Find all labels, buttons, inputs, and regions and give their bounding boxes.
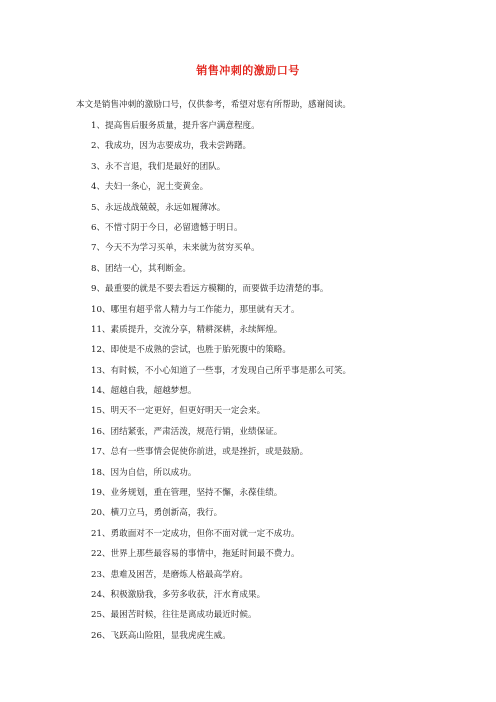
list-item: 23、患难及困苦，是磨炼人格最高学府。 [91,569,249,580]
list-item: 3、永不言退，我们是最好的团队。 [91,161,226,172]
list-item: 13、有时候，不小心知道了一些事，才发现自己所乎事是那么可笑。 [91,365,352,376]
list-item: 16、团结紧张，严肃活泼，规范行销，业绩保证。 [91,426,283,437]
document-intro: 本文是销售冲刺的激励口号，仅供参考，希望对您有所帮助，感谢阅读。 [76,100,352,110]
list-item: 19、业务规划，重在管理，坚持不懈，永葆佳绩。 [91,488,283,499]
list-item: 11、素质提升，交流分享，精耕深耕，永续辉煌。 [91,324,283,335]
list-item: 25、最困苦时候，往往是离成功最近时候。 [91,610,257,621]
list-item: 7、今天不为学习买单，未来就为贫穷买单。 [91,243,260,254]
list-item: 18、因为自信，所以成功。 [91,467,197,478]
list-item: 15、明天不一定更好，但更好明天一定会来。 [91,406,266,417]
list-item: 4、夫妇一条心，泥土变黄金。 [91,182,209,193]
list-item: 14、超越自我，超越梦想。 [91,386,197,397]
list-item: 5、永远战战兢兢，永远如履薄冰。 [91,202,226,213]
list-item: 2、我成功，因为志要成功，我未尝踌躇。 [91,141,252,152]
list-item: 24、积极激励我，多劳多收获，汗水育成果。 [91,589,266,600]
list-item: 21、勇敢面对不一定成功，但你不面对就一定不成功。 [91,528,300,539]
list-item: 12、即使是不成熟的尝试，也胜于胎死腹中的策略。 [91,345,291,356]
document-title: 销售冲刺的激励口号 [196,64,300,77]
list-item: 10、哪里有超乎常人精力与工作能力，那里就有天才。 [91,304,300,315]
list-item: 20、横刀立马，勇创新高，我行。 [91,508,223,519]
list-item: 9、最重要的就是不要去看远方模糊的，而要做手边清楚的事。 [91,284,329,295]
list-item: 17、总有一些事情会促使你前进，或是挫折，或是鼓励。 [91,447,309,458]
list-item: 26、飞跃高山险阻，显我虎虎生威。 [91,630,231,641]
slogan-list [91,120,471,650]
list-item: 1、提高售后服务质量，提升客户满意程度。 [91,121,260,131]
list-item: 22、世界上那些最容易的事情中，拖延时间最不费力。 [91,549,300,560]
list-item: 8、团结一心，其利断金。 [91,263,191,274]
list-item: 6、不惜寸阴于今日，必留遗憾于明日。 [91,222,243,233]
